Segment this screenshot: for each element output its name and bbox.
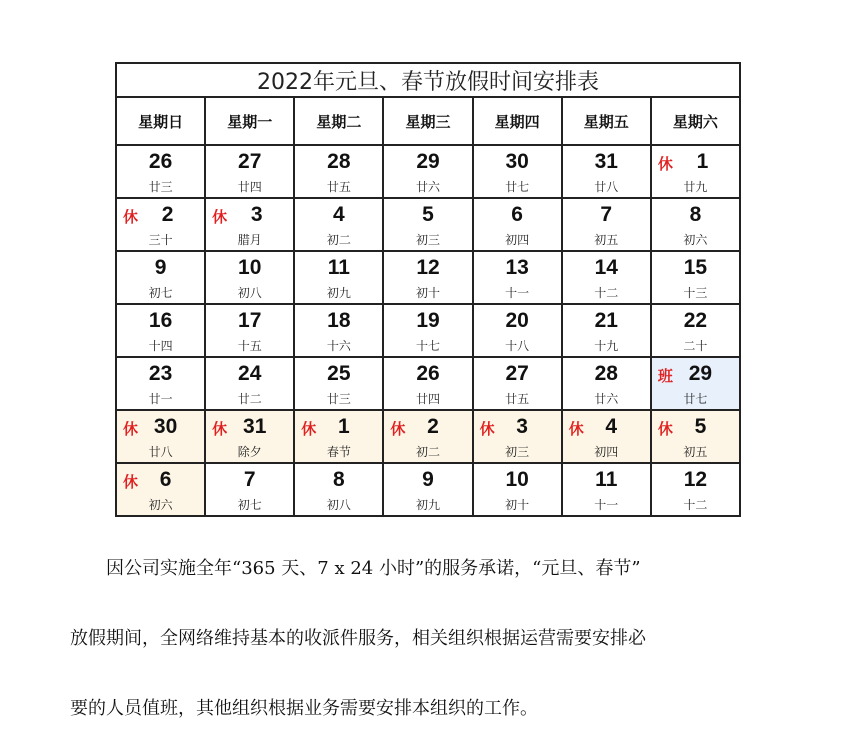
lunar-date: 初五: [594, 233, 619, 247]
weekday-header: 星期六: [651, 97, 740, 145]
calendar-day-cell: [294, 198, 383, 251]
lunar-date: 廿五: [326, 180, 351, 194]
calendar-day-cell: [562, 198, 651, 251]
calendar-day-cell: [562, 357, 651, 410]
lunar-date: 廿一: [148, 392, 173, 406]
day-number: 25: [327, 362, 351, 385]
lunar-date: 十六: [326, 339, 351, 353]
day-number: 12: [416, 256, 440, 279]
lunar-date: 初八: [237, 286, 262, 300]
lunar-date: 初二: [326, 233, 351, 247]
lunar-date: 廿九: [683, 180, 708, 194]
lunar-date: 廿四: [237, 180, 262, 194]
calendar-day-cell: [651, 463, 740, 516]
day-number: 2: [161, 203, 174, 226]
calendar-day-cell: [205, 410, 294, 463]
lunar-date: 三十: [148, 233, 173, 247]
calendar-day-cell: [116, 357, 205, 410]
lunar-date: 初四: [594, 445, 619, 459]
calendar-day-cell: [116, 251, 205, 304]
lunar-date: 初六: [148, 498, 173, 512]
lunar-date: 初二: [415, 445, 440, 459]
day-number: 26: [416, 362, 440, 385]
calendar-day-cell: [651, 304, 740, 357]
day-number: 20: [505, 309, 529, 332]
day-number: 19: [416, 309, 440, 332]
lunar-date: 初三: [505, 445, 530, 459]
lunar-date: 初十: [415, 286, 440, 300]
workday-tag: 班: [657, 367, 673, 385]
calendar-day-cell: [205, 463, 294, 516]
day-number: 31: [243, 415, 267, 438]
calendar-day-cell: [205, 357, 294, 410]
calendar-day-cell: [294, 304, 383, 357]
calendar-day-cell: [383, 304, 472, 357]
day-number: 15: [683, 256, 708, 279]
day-number: 18: [327, 309, 351, 332]
lunar-date: 初七: [237, 498, 262, 512]
lunar-date: 春节: [326, 445, 351, 459]
calendar-week-row: [116, 198, 740, 251]
day-number: 3: [516, 415, 528, 438]
holiday-tag: 休: [212, 420, 228, 438]
calendar-day-cell: [562, 251, 651, 304]
day-number: 6: [511, 203, 523, 226]
calendar-day-cell: [473, 198, 562, 251]
day-number: 8: [333, 468, 345, 491]
lunar-date: 十九: [594, 339, 619, 353]
day-number: 10: [505, 468, 529, 491]
calendar-week-row: [116, 410, 740, 463]
calendar-week-row: [116, 145, 740, 198]
calendar-day-cell: [651, 410, 740, 463]
calendar-day-cell: [383, 410, 472, 463]
holiday-tag: 休: [212, 208, 228, 226]
lunar-date: 初六: [683, 233, 708, 247]
lunar-date: 廿六: [415, 180, 440, 194]
calendar-day-cell: [383, 463, 472, 516]
day-number: 11: [595, 468, 618, 491]
calendar-day-cell: [294, 410, 383, 463]
holiday-tag: 休: [390, 420, 406, 438]
day-number: 8: [689, 203, 702, 226]
day-number: 13: [505, 256, 529, 279]
lunar-date: 十七: [415, 339, 440, 353]
calendar-day-cell: [383, 251, 472, 304]
calendar-title: 2022年元旦、春节放假时间安排表: [116, 63, 740, 97]
holiday-tag: 休: [123, 208, 139, 226]
day-number: 28: [594, 362, 618, 385]
weekday-header: 星期二: [294, 97, 383, 145]
lunar-date: 初九: [326, 286, 351, 300]
lunar-date: 初八: [326, 498, 351, 512]
weekday-header: 星期四: [473, 97, 562, 145]
holiday-tag: 休: [479, 420, 495, 438]
holiday-tag: 休: [568, 420, 584, 438]
lunar-date: 十五: [237, 339, 262, 353]
lunar-date: 廿五: [505, 392, 530, 406]
weekday-header: 星期日: [116, 97, 205, 145]
lunar-date: 十一: [505, 286, 530, 300]
day-number: 11: [327, 256, 350, 279]
lunar-date: 廿六: [594, 392, 619, 406]
calendar-day-cell: [116, 198, 205, 251]
day-number: 27: [505, 362, 529, 385]
day-number: 27: [238, 150, 262, 173]
holiday-tag: 休: [657, 420, 673, 438]
day-number: 12: [683, 468, 708, 491]
day-number: 17: [238, 309, 262, 332]
calendar-day-cell: [473, 410, 562, 463]
calendar-week-row: [116, 463, 740, 516]
weekday-header: 星期一: [205, 97, 294, 145]
lunar-date: 廿三: [148, 180, 173, 194]
calendar-day-cell: [205, 198, 294, 251]
day-number: 5: [694, 415, 707, 438]
day-number: 4: [333, 203, 345, 226]
calendar-day-cell: [116, 410, 205, 463]
calendar-day-cell: [473, 357, 562, 410]
calendar-day-cell: [562, 463, 651, 516]
day-number: 23: [148, 362, 173, 385]
notice-line-3: 要的人员值班，其他组织根据业务需要安排本组织的工作。: [70, 698, 538, 719]
lunar-date: 廿七: [505, 180, 530, 194]
calendar-day-cell: [473, 463, 562, 516]
day-number: 2: [427, 415, 439, 438]
day-number: 1: [338, 415, 350, 438]
day-number: 7: [243, 468, 256, 491]
day-number: 26: [148, 150, 173, 173]
day-number: 6: [159, 468, 172, 491]
day-number: 9: [422, 468, 434, 491]
calendar-day-cell: [116, 463, 205, 516]
holiday-tag: 休: [301, 420, 317, 438]
lunar-date: 除夕: [237, 445, 262, 459]
day-number: 30: [505, 150, 529, 173]
day-number: 30: [153, 415, 178, 438]
holiday-tag: 休: [123, 420, 139, 438]
day-number: 7: [600, 203, 613, 226]
lunar-date: 二十: [683, 339, 708, 353]
calendar-day-cell: [651, 357, 740, 410]
holiday-calendar-table: [115, 62, 741, 517]
calendar-day-cell: [383, 198, 472, 251]
lunar-date: 十三: [683, 286, 708, 300]
day-number: 4: [605, 415, 618, 438]
lunar-date: 廿四: [415, 392, 440, 406]
lunar-date: 初七: [148, 286, 173, 300]
lunar-date: 廿八: [148, 445, 173, 459]
day-number: 10: [238, 256, 262, 279]
weekday-header-row: [116, 97, 740, 145]
calendar-day-cell: [562, 410, 651, 463]
holiday-tag: 休: [123, 473, 139, 491]
lunar-date: 廿七: [683, 392, 708, 406]
calendar-day-cell: [473, 251, 562, 304]
day-number: 5: [422, 203, 434, 226]
calendar-week-row: [116, 304, 740, 357]
calendar-day-cell: [294, 357, 383, 410]
holiday-tag: 休: [657, 155, 673, 173]
calendar-day-cell: [383, 145, 472, 198]
day-number: 9: [154, 256, 167, 279]
calendar-day-cell: [651, 145, 740, 198]
calendar-day-cell: [294, 145, 383, 198]
weekday-header: 星期五: [562, 97, 651, 145]
calendar-day-cell: [651, 198, 740, 251]
calendar-day-cell: [473, 304, 562, 357]
calendar-day-cell: [651, 251, 740, 304]
day-number: 22: [683, 309, 708, 332]
day-number: 29: [416, 150, 440, 173]
lunar-date: 初四: [505, 233, 530, 247]
lunar-date: 廿三: [326, 392, 351, 406]
lunar-date: 廿八: [594, 180, 619, 194]
calendar-day-cell: [294, 251, 383, 304]
day-number: 16: [148, 309, 173, 332]
lunar-date: 初九: [415, 498, 440, 512]
day-number: 3: [250, 203, 263, 226]
day-number: 24: [238, 362, 262, 385]
day-number: 28: [327, 150, 351, 173]
lunar-date: 十二: [594, 286, 619, 300]
day-number: 21: [594, 309, 618, 332]
calendar-day-cell: [294, 463, 383, 516]
day-number: 14: [594, 256, 618, 279]
notice-line-1: 因公司实施全年“365 天、7 x 24 小时”的服务承诺，“元旦、春节”: [70, 558, 641, 579]
lunar-date: 初十: [505, 498, 530, 512]
calendar-week-row: [116, 357, 740, 410]
lunar-date: 十四: [148, 339, 173, 353]
day-number: 29: [688, 362, 713, 385]
calendar-day-cell: [116, 145, 205, 198]
calendar-day-cell: [562, 145, 651, 198]
lunar-date: 腊月: [237, 233, 262, 247]
calendar-day-cell: [562, 304, 651, 357]
lunar-date: 十二: [683, 498, 708, 512]
calendar-day-cell: [205, 251, 294, 304]
lunar-date: 初五: [683, 445, 708, 459]
weekday-header: 星期三: [383, 97, 472, 145]
lunar-date: 廿二: [237, 392, 262, 406]
calendar-day-cell: [473, 145, 562, 198]
lunar-date: 初三: [415, 233, 440, 247]
calendar-day-cell: [116, 304, 205, 357]
calendar-week-row: [116, 251, 740, 304]
calendar-day-cell: [205, 145, 294, 198]
lunar-date: 十八: [505, 339, 530, 353]
lunar-date: 十一: [594, 498, 619, 512]
calendar-day-cell: [383, 357, 472, 410]
day-number: 1: [696, 150, 709, 173]
calendar-day-cell: [205, 304, 294, 357]
day-number: 31: [594, 150, 618, 173]
notice-line-2: 放假期间，全网络维持基本的收派件服务，相关组织根据运营需要安排必: [70, 628, 646, 649]
